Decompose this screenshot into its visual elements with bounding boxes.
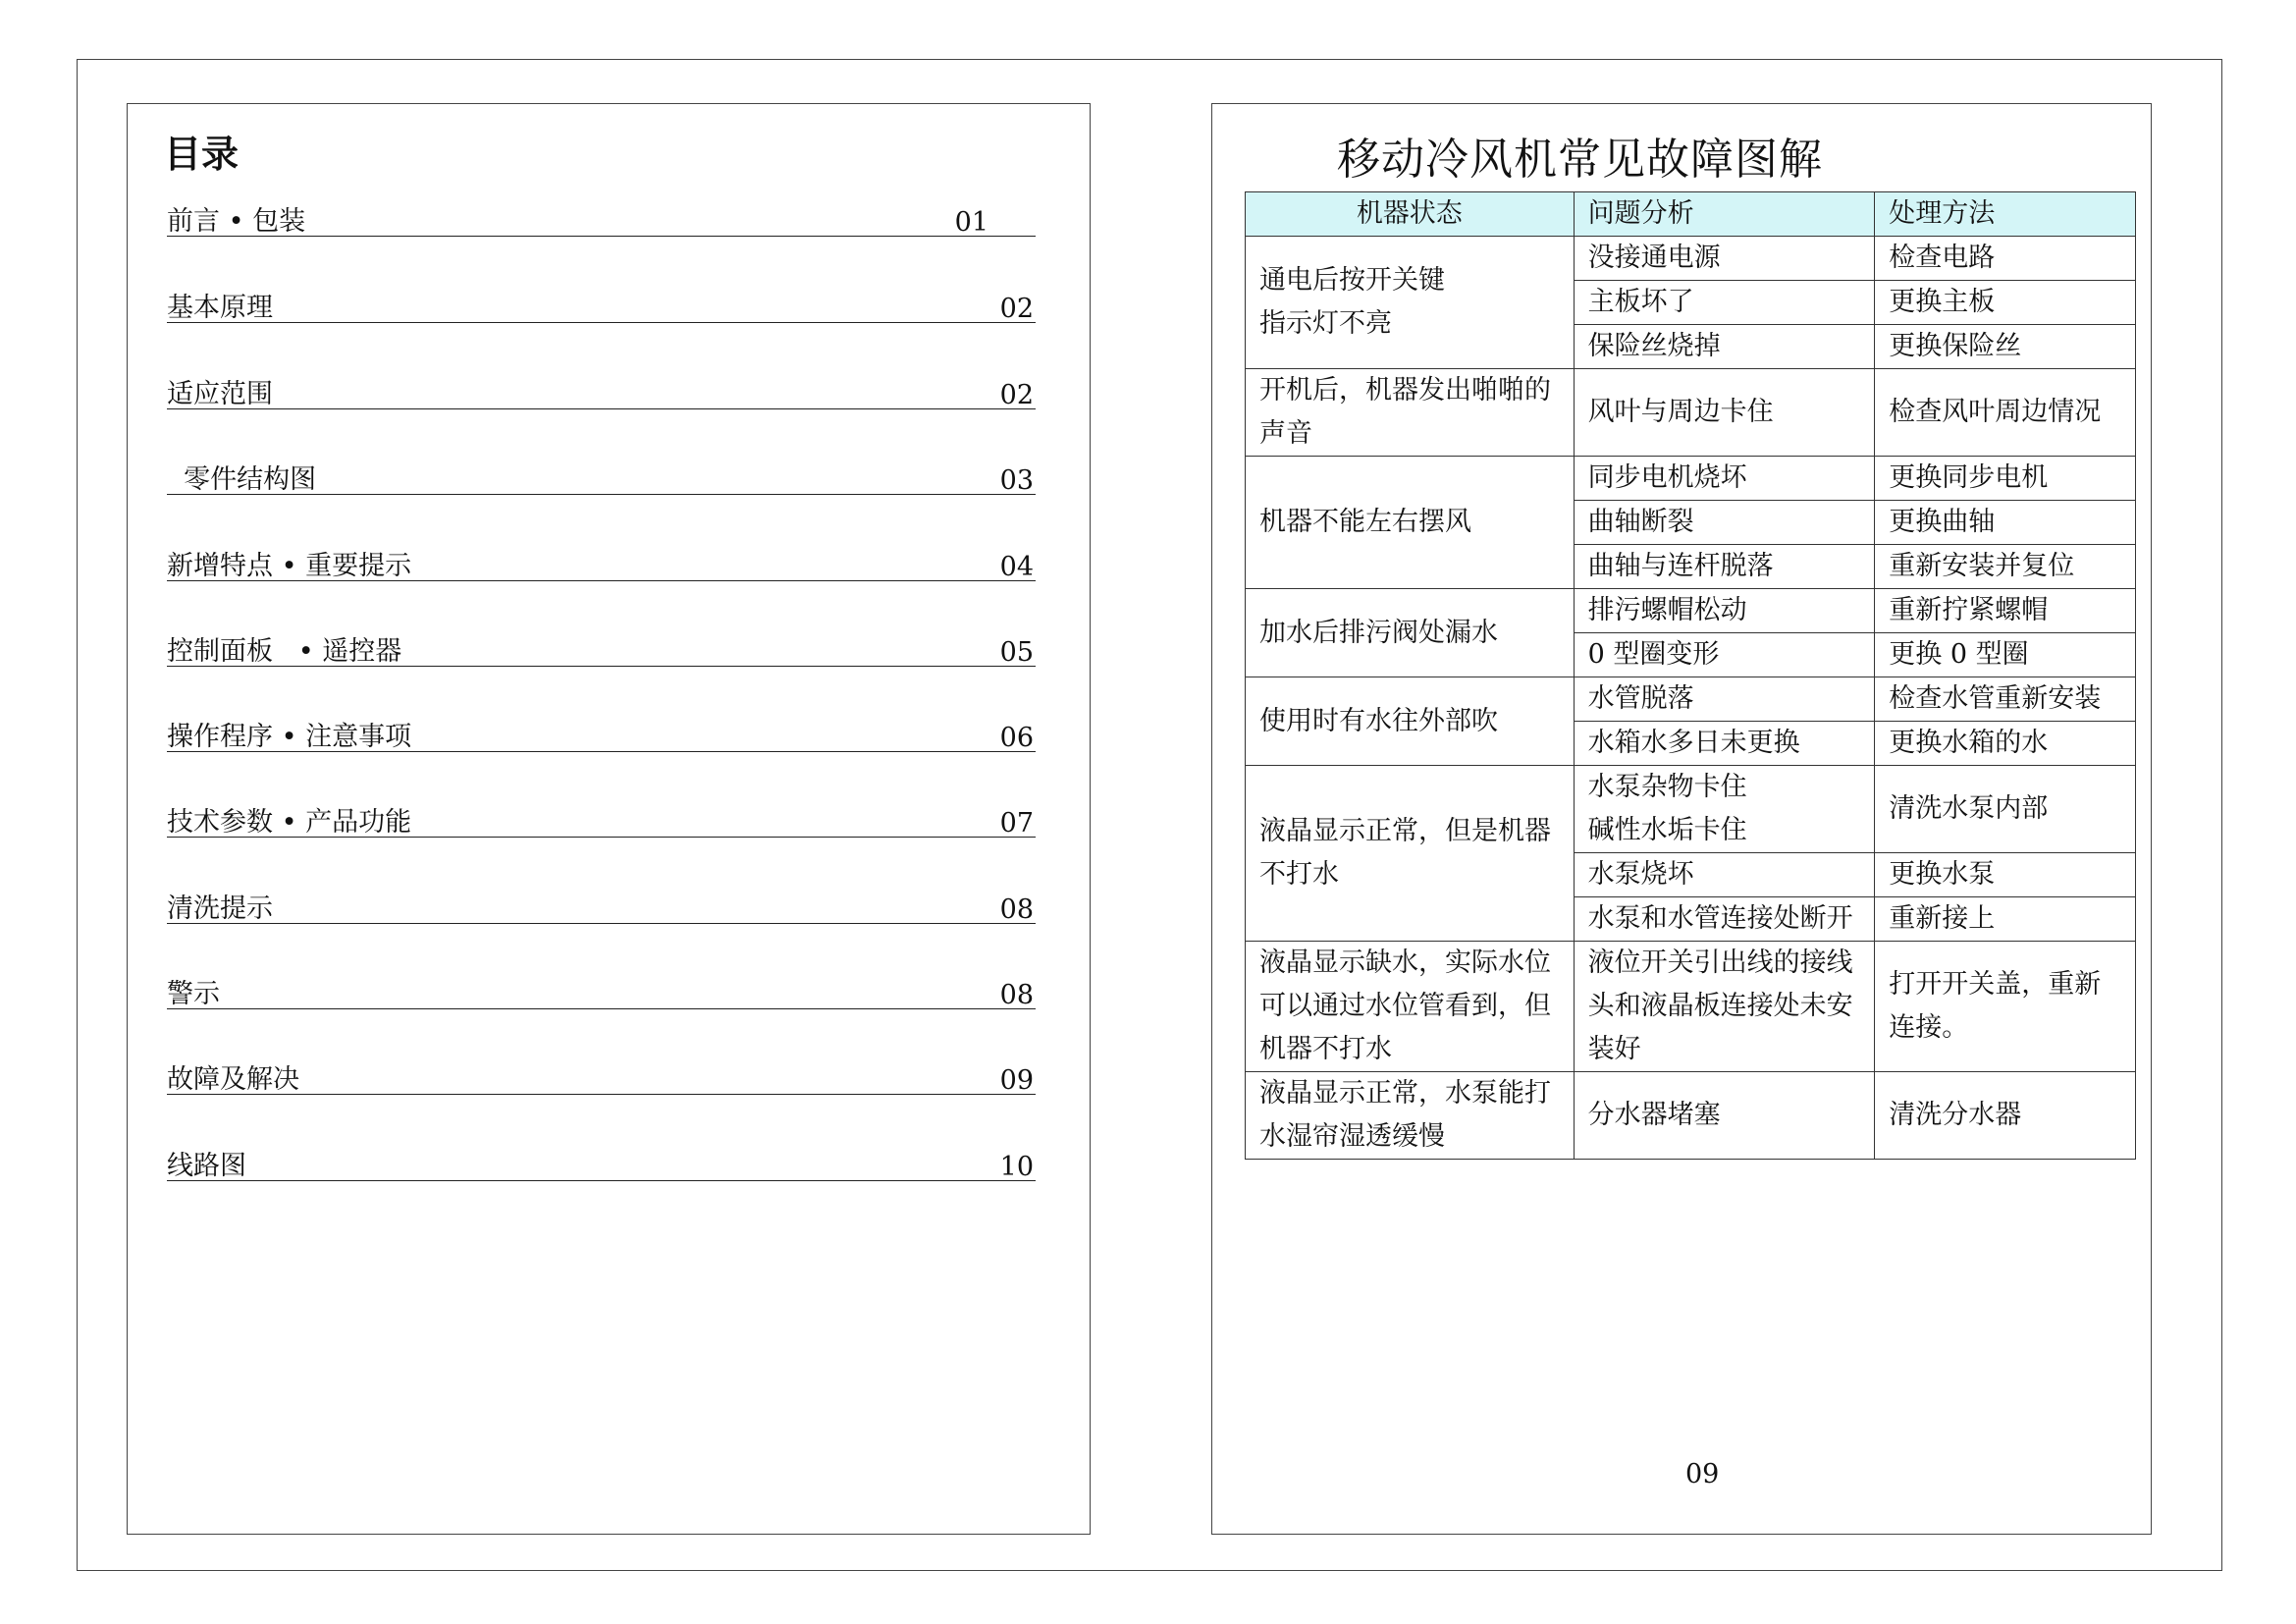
fix-cell: 更换保险丝 (1875, 325, 2136, 369)
table-row (1246, 766, 2136, 853)
table-row (1246, 942, 2136, 1072)
toc-item[interactable] (167, 537, 1036, 581)
toc-item-page: 03 (999, 465, 1034, 496)
machine-state-cell: 液晶显示缺水，实际水位可以通过水位管看到，但机器不打水 (1246, 942, 1575, 1072)
toc-item[interactable] (167, 279, 1036, 323)
machine-state-cell: 加水后排污阀处漏水 (1246, 589, 1575, 677)
fault-guide-title: 移动冷风机常见故障图解 (1337, 135, 1823, 185)
header-fix: 处理方法 (1875, 192, 2136, 237)
toc-item[interactable] (167, 365, 1036, 409)
toc-item-label: 控制面板 • 遥控器 (167, 636, 402, 667)
machine-state-cell: 液晶显示正常，水泵能打水湿帘湿透缓慢 (1246, 1072, 1575, 1160)
fix-cell: 更换水箱的水 (1875, 722, 2136, 766)
fault-table-body (1246, 237, 2136, 1160)
machine-state-cell: 使用时有水往外部吹 (1246, 677, 1575, 766)
cause-cell: 主板坏了 (1574, 281, 1875, 325)
toc-page (127, 103, 1091, 1535)
toc-item[interactable] (167, 192, 1036, 237)
toc-item-label: 基本原理 (167, 293, 273, 323)
toc-item[interactable] (167, 1051, 1036, 1095)
toc-item-label: 线路图 (167, 1151, 246, 1181)
header-state: 机器状态 (1246, 192, 1575, 237)
page-number: 09 (1685, 1459, 1720, 1489)
toc-item-label: 新增特点 • 重要提示 (167, 551, 412, 581)
cause-cell: 水箱水多日未更换 (1574, 722, 1875, 766)
fix-cell: 清洗分水器 (1875, 1072, 2136, 1160)
toc-title: 目录 (164, 133, 240, 176)
cause-cell: 水泵和水管连接处断开 (1574, 897, 1875, 942)
toc-item-label: 适应范围 (167, 379, 273, 409)
toc-item[interactable] (167, 623, 1036, 667)
cause-cell: 水管脱落 (1574, 677, 1875, 722)
toc-item-page: 02 (999, 294, 1034, 324)
fix-cell: 重新接上 (1875, 897, 2136, 942)
machine-state-cell: 机器不能左右摆风 (1246, 457, 1575, 589)
cause-cell: 0 型圈变形 (1574, 633, 1875, 677)
fault-table (1245, 191, 2136, 1160)
toc-item[interactable] (167, 965, 1036, 1009)
cause-cell: 排污螺帽松动 (1574, 589, 1875, 633)
toc-item-page: 02 (999, 380, 1034, 410)
fix-cell: 更换 0 型圈 (1875, 633, 2136, 677)
toc-item-page: 09 (999, 1065, 1034, 1096)
fix-cell: 更换曲轴 (1875, 501, 2136, 545)
cause-cell: 曲轴断裂 (1574, 501, 1875, 545)
toc-item-label: 警示 (167, 979, 220, 1009)
cause-cell: 同步电机烧坏 (1574, 457, 1875, 501)
toc-item[interactable] (167, 1137, 1036, 1181)
toc-item-page: 04 (999, 552, 1034, 582)
toc-item-page: 08 (999, 980, 1034, 1010)
fix-cell: 检查水管重新安装 (1875, 677, 2136, 722)
table-row (1246, 1072, 2136, 1160)
table-row (1246, 677, 2136, 722)
header-cause: 问题分析 (1574, 192, 1875, 237)
table-header-row (1246, 192, 2136, 237)
cause-cell: 水泵杂物卡住 碱性水垢卡住 (1574, 766, 1875, 853)
fix-cell: 重新拧紧螺帽 (1875, 589, 2136, 633)
toc-item-label: 清洗提示 (167, 893, 273, 924)
toc-item[interactable] (167, 451, 1036, 495)
fix-cell: 检查电路 (1875, 237, 2136, 281)
cause-cell: 曲轴与连杆脱落 (1574, 545, 1875, 589)
fix-cell: 更换同步电机 (1875, 457, 2136, 501)
toc-item-label: 技术参数 • 产品功能 (167, 807, 412, 838)
table-row (1246, 457, 2136, 501)
toc-item-page: 01 (954, 207, 988, 238)
toc-item[interactable] (167, 708, 1036, 752)
cause-cell: 分水器堵塞 (1574, 1072, 1875, 1160)
fix-cell: 更换水泵 (1875, 853, 2136, 897)
cause-cell: 保险丝烧掉 (1574, 325, 1875, 369)
fix-cell: 清洗水泵内部 (1875, 766, 2136, 853)
fix-cell: 打开开关盖，重新连接。 (1875, 942, 2136, 1072)
toc-item-page: 07 (999, 808, 1034, 839)
toc-item-page: 05 (999, 637, 1034, 668)
table-row (1246, 369, 2136, 457)
fix-cell: 检查风叶周边情况 (1875, 369, 2136, 457)
machine-state-cell: 通电后按开关键 指示灯不亮 (1246, 237, 1575, 369)
toc-item-page: 08 (999, 894, 1034, 925)
cause-cell: 没接通电源 (1574, 237, 1875, 281)
toc-item[interactable] (167, 793, 1036, 838)
toc-item-label: 操作程序 • 注意事项 (167, 722, 412, 752)
toc-item-page: 06 (999, 723, 1034, 753)
cause-cell: 水泵烧坏 (1574, 853, 1875, 897)
cause-cell: 液位开关引出线的接线头和液晶板连接处未安装好 (1574, 942, 1875, 1072)
fix-cell: 重新安装并复位 (1875, 545, 2136, 589)
machine-state-cell: 液晶显示正常，但是机器不打水 (1246, 766, 1575, 942)
fault-guide-page (1211, 103, 2152, 1535)
toc-item-label: 前言 • 包装 (167, 206, 306, 237)
toc-item-page: 10 (999, 1152, 1034, 1182)
table-row (1246, 589, 2136, 633)
toc-item-label: 故障及解决 (167, 1064, 299, 1095)
toc-item[interactable] (167, 880, 1036, 924)
machine-state-cell: 开机后，机器发出啪啪的声音 (1246, 369, 1575, 457)
fix-cell: 更换主板 (1875, 281, 2136, 325)
cause-cell: 风叶与周边卡住 (1574, 369, 1875, 457)
table-row (1246, 237, 2136, 281)
toc-item-label: 零件结构图 (167, 464, 317, 495)
